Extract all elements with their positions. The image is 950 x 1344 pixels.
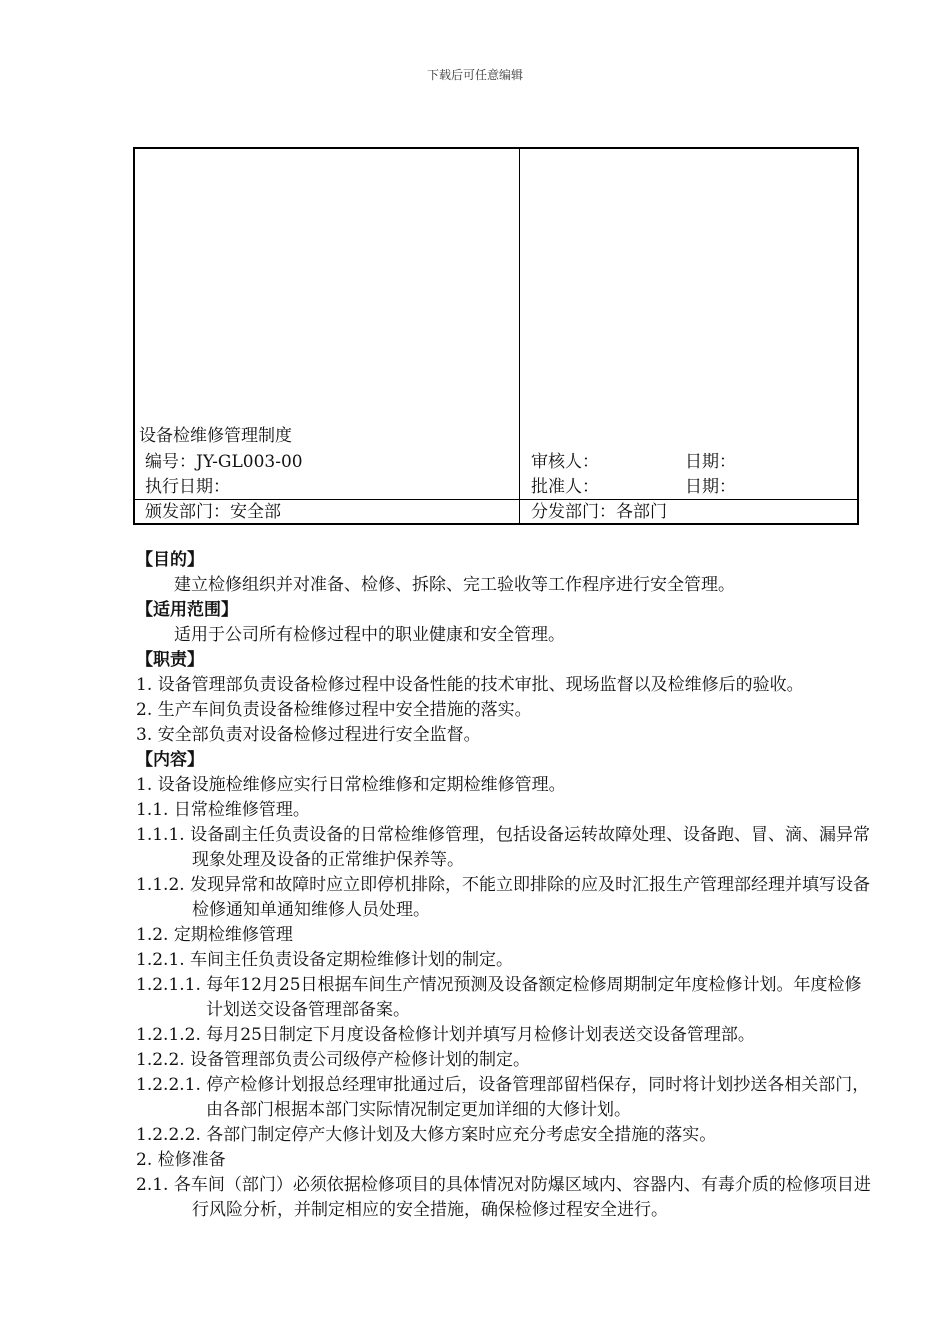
table-column-divider <box>519 149 520 523</box>
content-item-1-2-2-2: 1.2.2.2. 各部门制定停产大修计划及大修方案时应充分考虑安全措施的落实。 <box>136 1125 717 1145</box>
table-row-divider <box>135 499 857 500</box>
execution-date: 执行日期： <box>145 477 230 497</box>
approver-label: 批准人： <box>531 477 599 497</box>
header-note: 下载后可任意编辑 <box>426 68 523 82</box>
content-item-1-1-1: 1.1.1. 设备副主任负责设备的日常检维修管理，包括设备运转故障处理、设备跑、冒、滴、漏异常现象处理及设备的正常维护保养等。 <box>136 825 871 870</box>
duty-item-3: 3. 安全部负责对设备检修过程进行安全监督。 <box>136 725 481 745</box>
content-heading: 【内容】 <box>136 750 204 770</box>
scope-heading: 【适用范围】 <box>136 600 238 620</box>
content-item-1-2: 1.2. 定期检维修管理 <box>136 925 293 945</box>
review-date-label: 日期： <box>685 452 736 472</box>
purpose-text: 建立检修组织并对准备、检修、拆除、完工验收等工作程序进行安全管理。 <box>174 575 735 595</box>
document-title: 设备检维修管理制度 <box>139 426 292 446</box>
document-body <box>136 548 876 1223</box>
content-item-1-2-2-1: 1.2.2.1. 停产检修计划报总经理审批通过后，设备管理部留档保存，同时将计划抄送各相关部门，由各部门根据本部门实际情况制定更加详细的大修计划。 <box>136 1075 870 1120</box>
duty-item-2: 2. 生产车间负责设备检维修过程中安全措施的落实。 <box>136 700 532 720</box>
content-item-1-1-2: 1.1.2. 发现异常和故障时应立即停机排除，不能立即排除的应及时汇报生产管理部经理并填写设备检修通知单通知维修人员处理。 <box>136 875 871 920</box>
document-info-table <box>133 147 859 525</box>
content-item-1-1: 1.1. 日常检维修管理。 <box>136 800 310 820</box>
approve-date-label: 日期： <box>685 477 736 497</box>
scope-text: 适用于公司所有检修过程中的职业健康和安全管理。 <box>174 625 565 645</box>
reviewer-label: 审核人： <box>531 452 599 472</box>
purpose-heading: 【目的】 <box>136 550 204 570</box>
content-item-1-2-1-1: 1.2.1.1. 每年12月25日根据车间生产情况预测及设备额定检修周期制定年度检修计划。年度检修计划送交设备管理部备案。 <box>136 975 862 1020</box>
issuing-department: 颁发部门：安全部 <box>145 502 281 522</box>
content-item-1-2-1: 1.2.1. 车间主任负责设备定期检维修计划的制定。 <box>136 950 514 970</box>
content-item-1-2-1-2: 1.2.1.2. 每月25日制定下月度设备检修计划并填写月检修计划表送交设备管理部。 <box>136 1025 755 1045</box>
duty-heading: 【职责】 <box>136 650 204 670</box>
content-item-1-2-2: 1.2.2. 设备管理部负责公司级停产检修计划的制定。 <box>136 1050 531 1070</box>
content-item-2-1: 2.1. 各车间（部门）必须依据检修项目的具体情况对防爆区域内、容器内、有毒介质的检修项目进行风险分析，并制定相应的安全措施，确保检修过程安全进行。 <box>136 1175 871 1220</box>
duty-item-1: 1. 设备管理部负责设备检修过程中设备性能的技术审批、现场监督以及检维修后的验收。 <box>136 675 804 695</box>
document-number: 编号：JY-GL003-00 <box>145 452 303 472</box>
content-item-2: 2. 检修准备 <box>136 1150 226 1170</box>
distribution-department: 分发部门：各部门 <box>531 502 667 522</box>
content-item-1: 1. 设备设施检维修应实行日常检维修和定期检维修管理。 <box>136 775 566 795</box>
